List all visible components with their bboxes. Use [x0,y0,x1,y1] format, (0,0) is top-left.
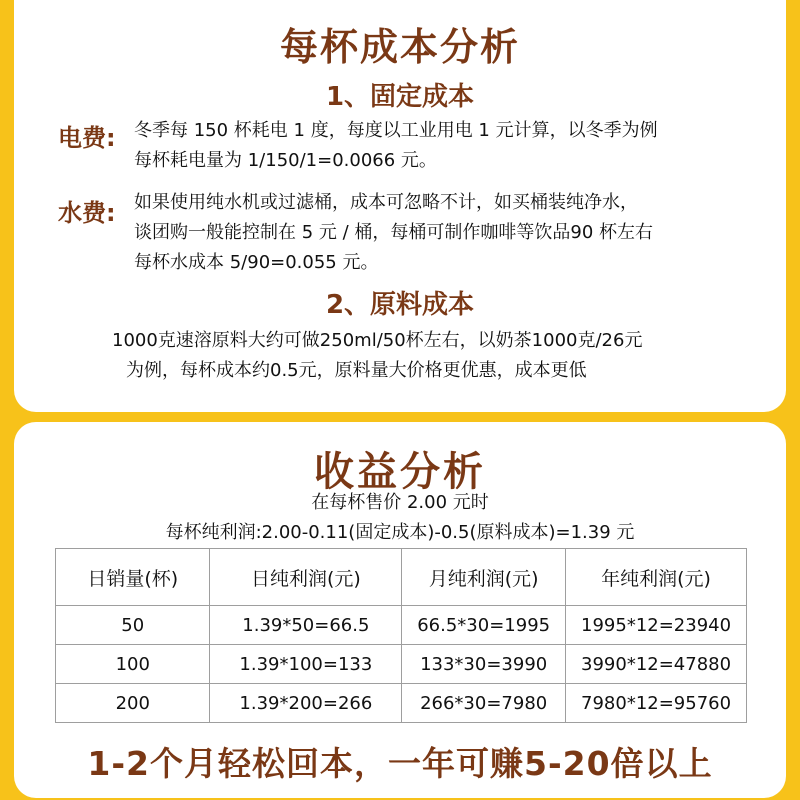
material-line: 1000克速溶原料大约可做250ml/50杯左右，以奶茶1000克/26元 [112,330,643,351]
fixed-cost-heading: 1、固定成本 [325,82,475,112]
table-cell: 3990*12=47880 [566,645,747,684]
table-cell: 1995*12=23940 [566,606,747,645]
table-cell: 100 [56,645,210,684]
income-analysis-title: 收益分析 [314,449,486,495]
profit-table [55,548,747,723]
table-row [56,606,747,645]
profit-per-cup-line: 每杯纯利润:2.00-0.11(固定成本)-0.5(原料成本)=1.39 元 [165,522,635,543]
table-header-row [56,549,747,606]
header-yearly-profit: 年纯利润(元) [566,549,747,606]
header-daily-profit: 日纯利润(元) [210,549,402,606]
electricity-line: 每杯耗电量为 1/150/1=0.0066 元。 [134,150,437,171]
income-analysis-card [14,422,786,798]
cost-analysis-card [14,0,786,412]
price-line: 在每杯售价 2.00 元时 [311,492,489,513]
table-cell: 1.39*100=133 [210,645,402,684]
table-cell: 266*30=7980 [402,684,566,723]
header-monthly-profit: 月纯利润(元) [402,549,566,606]
table-row [56,684,747,723]
water-text [134,188,653,278]
water-label: 水费: [58,199,116,227]
material-cost-heading: 2、原料成本 [325,290,475,320]
electricity-label: 电费: [58,124,116,152]
table-cell: 133*30=3990 [402,645,566,684]
table-cell: 1.39*200=266 [210,684,402,723]
table-row [56,645,747,684]
electricity-text [134,116,658,176]
water-line: 谈团购一般能控制在 5 元 / 桶，每桶可制作咖啡等饮品90 杯左右 [134,222,654,243]
table-cell: 200 [56,684,210,723]
material-text [112,326,642,386]
electricity-line: 冬季每 150 杯耗电 1 度，每度以工业用电 1 元计算，以冬季为例 [134,120,658,141]
header-daily-sales: 日销量(杯) [56,549,210,606]
table-cell: 7980*12=95760 [566,684,747,723]
table-cell: 50 [56,606,210,645]
material-line: 为例，每杯成本约0.5元，原料量大价格更优惠，成本更低 [126,360,587,381]
water-line: 每杯水成本 5/90=0.055 元。 [134,252,379,273]
footer-slogan: 1-2个月轻松回本，一年可赚5-20倍以上 [87,744,713,783]
table-cell: 1.39*50=66.5 [210,606,402,645]
cost-analysis-title: 每杯成本分析 [279,25,520,69]
water-line: 如果使用纯水机或过滤桶，成本可忽略不计，如买桶装纯净水， [134,192,638,213]
table-cell: 66.5*30=1995 [402,606,566,645]
